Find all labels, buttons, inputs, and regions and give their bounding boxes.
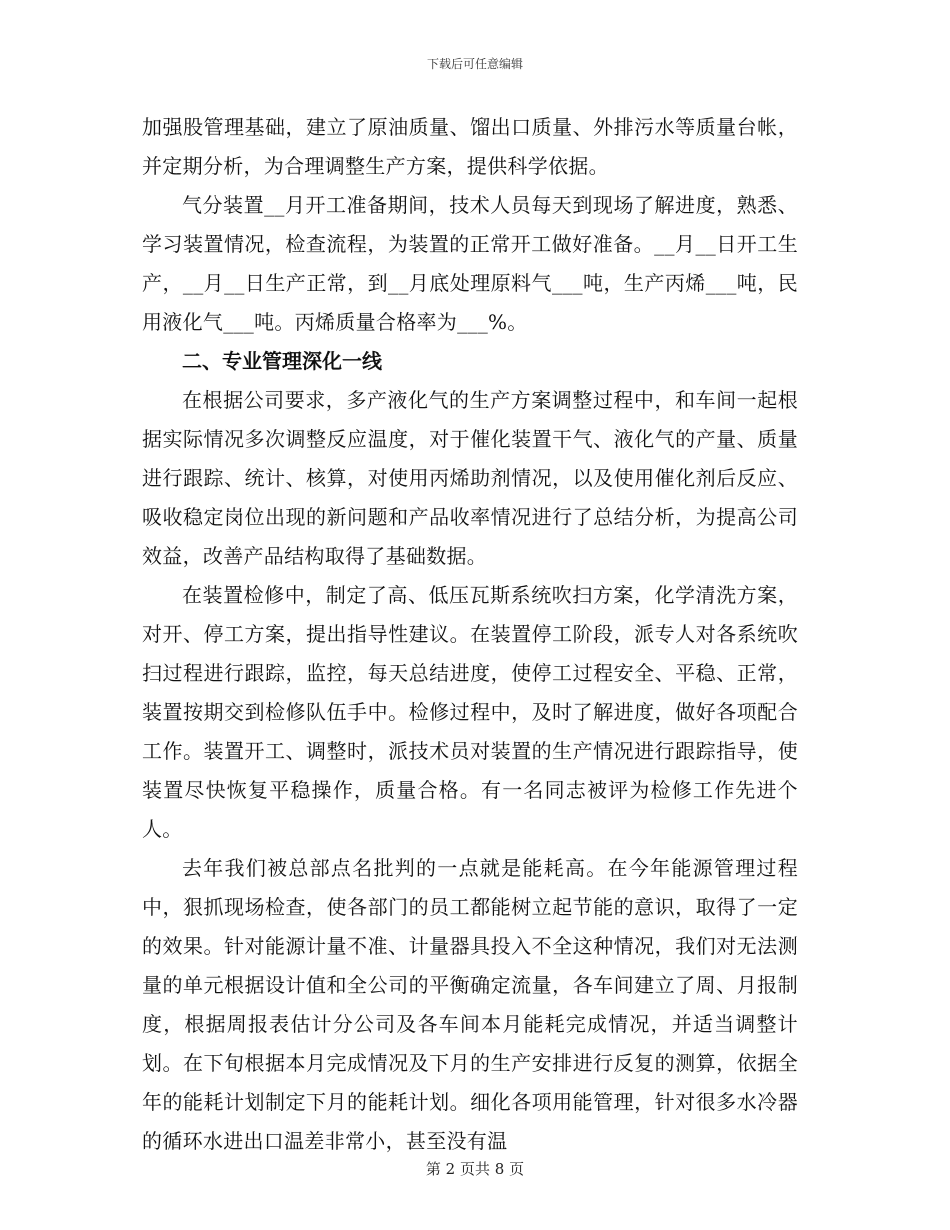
paragraph-production-adjustment: 在根据公司要求，多产液化气的生产方案调整过程中，和车间一起根据实际情况多次调整反应温度，对于催化装置干气、液化气的产量、质量进行跟踪、统计、核算，对使用丙烯助剂情况，以及使用催化剂后反应、吸收稳定岗位出现的新问题和产品收率情况进行了总结分析，为提高公司效益，改善产品结构取得了基础数据。	[142, 388, 798, 568]
section-heading: 二、专业管理深化一线	[182, 349, 382, 373]
paragraph-energy-management: 去年我们被总部点名批判的一点就是能耗高。在今年能源管理过程中，狠抓现场检查，使各部门的员工都能树立起节能的意识，取得了一定的效果。针对能源计量不准、计量器具投入不全这种情况，我们对无法测量的单元根据设计值和全公司的平衡确定流量，各车间建立了周、月报制度，根据周报表估计分公司及各车间本月能耗完成情况，并适当调整计划。在下旬根据本月完成情况及下月的生产安排进行反复的测算，依据全年的能耗计划制定下月的能耗计划。细化各项用能管理，针对很多水冷器的循环水进出口温差非常小，甚至没有温	[142, 856, 798, 1153]
paragraph-gas-separation-unit: 气分装置__月开工准备期间，技术人员每天到现场了解进度，熟悉、学习装置情况，检查流程，为装置的正常开工做好准备。__月__日开工生产，__月__日生产正常，到__月底处理原料气___吨，生产丙烯___吨，民用液化气___吨。丙烯质量合格率为___%。	[142, 193, 798, 334]
paragraph-quality-ledger: 加强股管理基础，建立了原油质量、馏出口质量、外排污水等质量台帐，并定期分析，为合理调整生产方案，提供科学依据。	[142, 115, 798, 178]
page-header: 下载后可任意编辑	[426, 57, 523, 71]
paragraph-maintenance: 在装置检修中，制定了高、低压瓦斯系统吹扫方案，化学清洗方案，对开、停工方案，提出指导性建议。在装置停工阶段，派专人对各系统吹扫过程进行跟踪，监控，每天总结进度，使停工过程安全、平稳、正常，装置按期交到检修队伍手中。检修过程中，及时了解进度，做好各项配合工作。装置开工、调整时，派技术员对装置的生产情况进行跟踪指导，使装置尽快恢复平稳操作，质量合格。有一名同志被评为检修工作先进个人。	[142, 583, 798, 841]
document-body	[142, 108, 798, 1161]
page-footer: 第 2 页共 8 页	[425, 1160, 525, 1178]
